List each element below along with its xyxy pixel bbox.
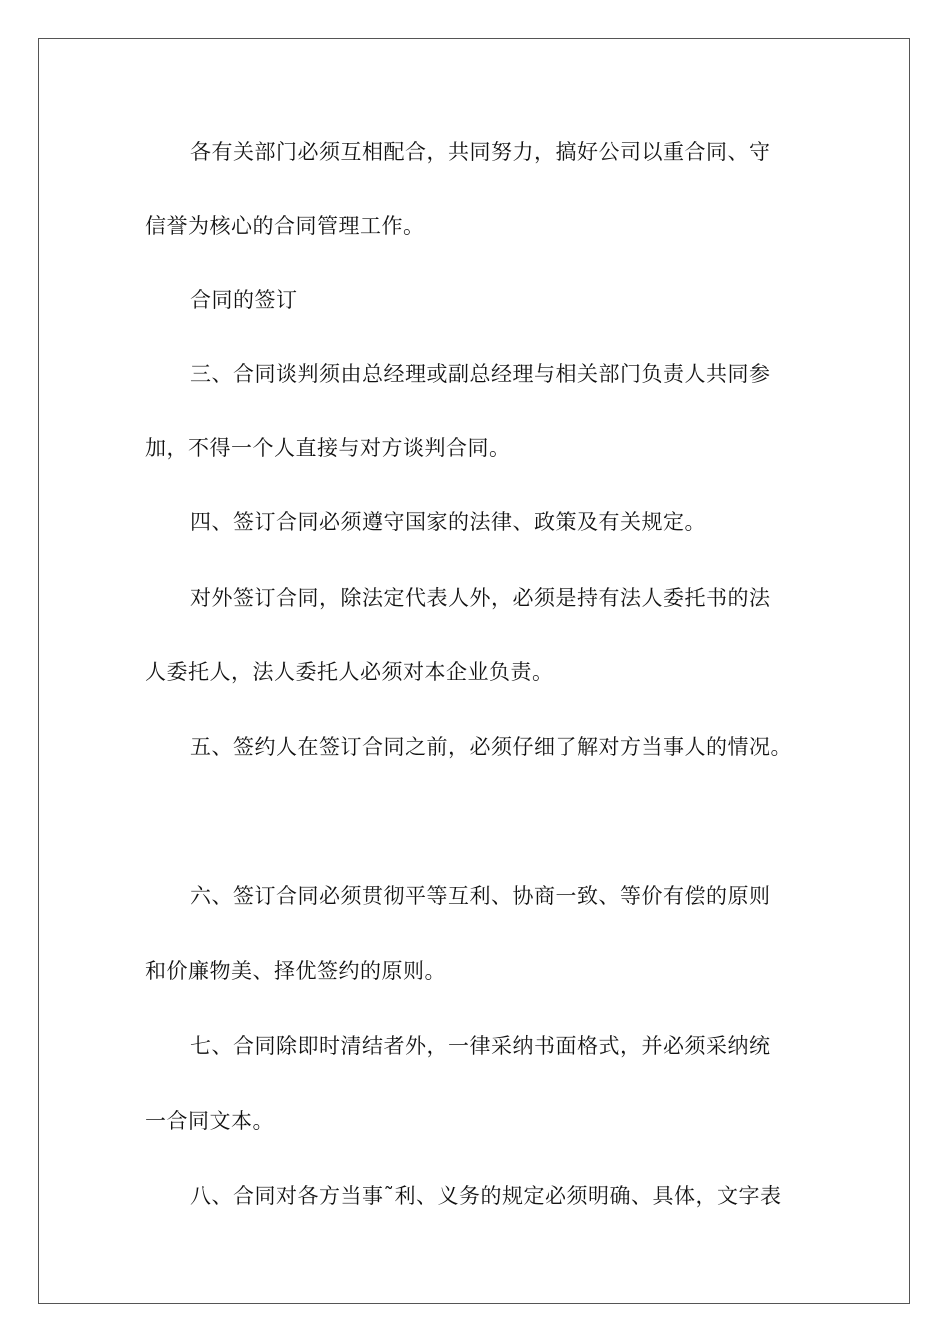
paragraph-line-11: 七、合同除即时清结者外，一律采纳书面格式，并必须采纳统	[190, 1034, 771, 1058]
paragraph-line-9: 六、签订合同必须贯彻平等互利、协商一致、等价有偿的原则	[190, 884, 771, 908]
paragraph-line-10: 和价廉物美、择优签约的原则。	[145, 959, 446, 983]
paragraph-line-12: 一合同文本。	[145, 1109, 274, 1133]
paragraph-line-6: 对外签订合同，除法定代表人外，必须是持有法人委托书的法	[190, 586, 771, 610]
paragraph-line-7: 人委托人，法人委托人必须对本企业负责。	[145, 660, 554, 684]
paragraph-line-4: 加，不得一个人直接与对方谈判合同。	[145, 436, 511, 460]
paragraph-line-5: 四、签订合同必须遵守国家的法律、政策及有关规定。	[190, 510, 706, 534]
paragraph-line-13: 八、合同对各方当事˜利、义务的规定必须明确、具体，文字表	[190, 1184, 782, 1208]
section-heading: 合同的签订	[190, 288, 298, 312]
paragraph-line-2: 信誉为核心的合同管理工作。	[145, 214, 425, 238]
paragraph-line-1: 各有关部门必须互相配合，共同努力，搞好公司以重合同、守	[190, 140, 771, 164]
paragraph-line-3: 三、合同谈判须由总经理或副总经理与相关部门负责人共同参	[190, 362, 771, 386]
paragraph-line-8: 五、签约人在签订合同之前，必须仔细了解对方当事人的情况。	[190, 735, 792, 759]
